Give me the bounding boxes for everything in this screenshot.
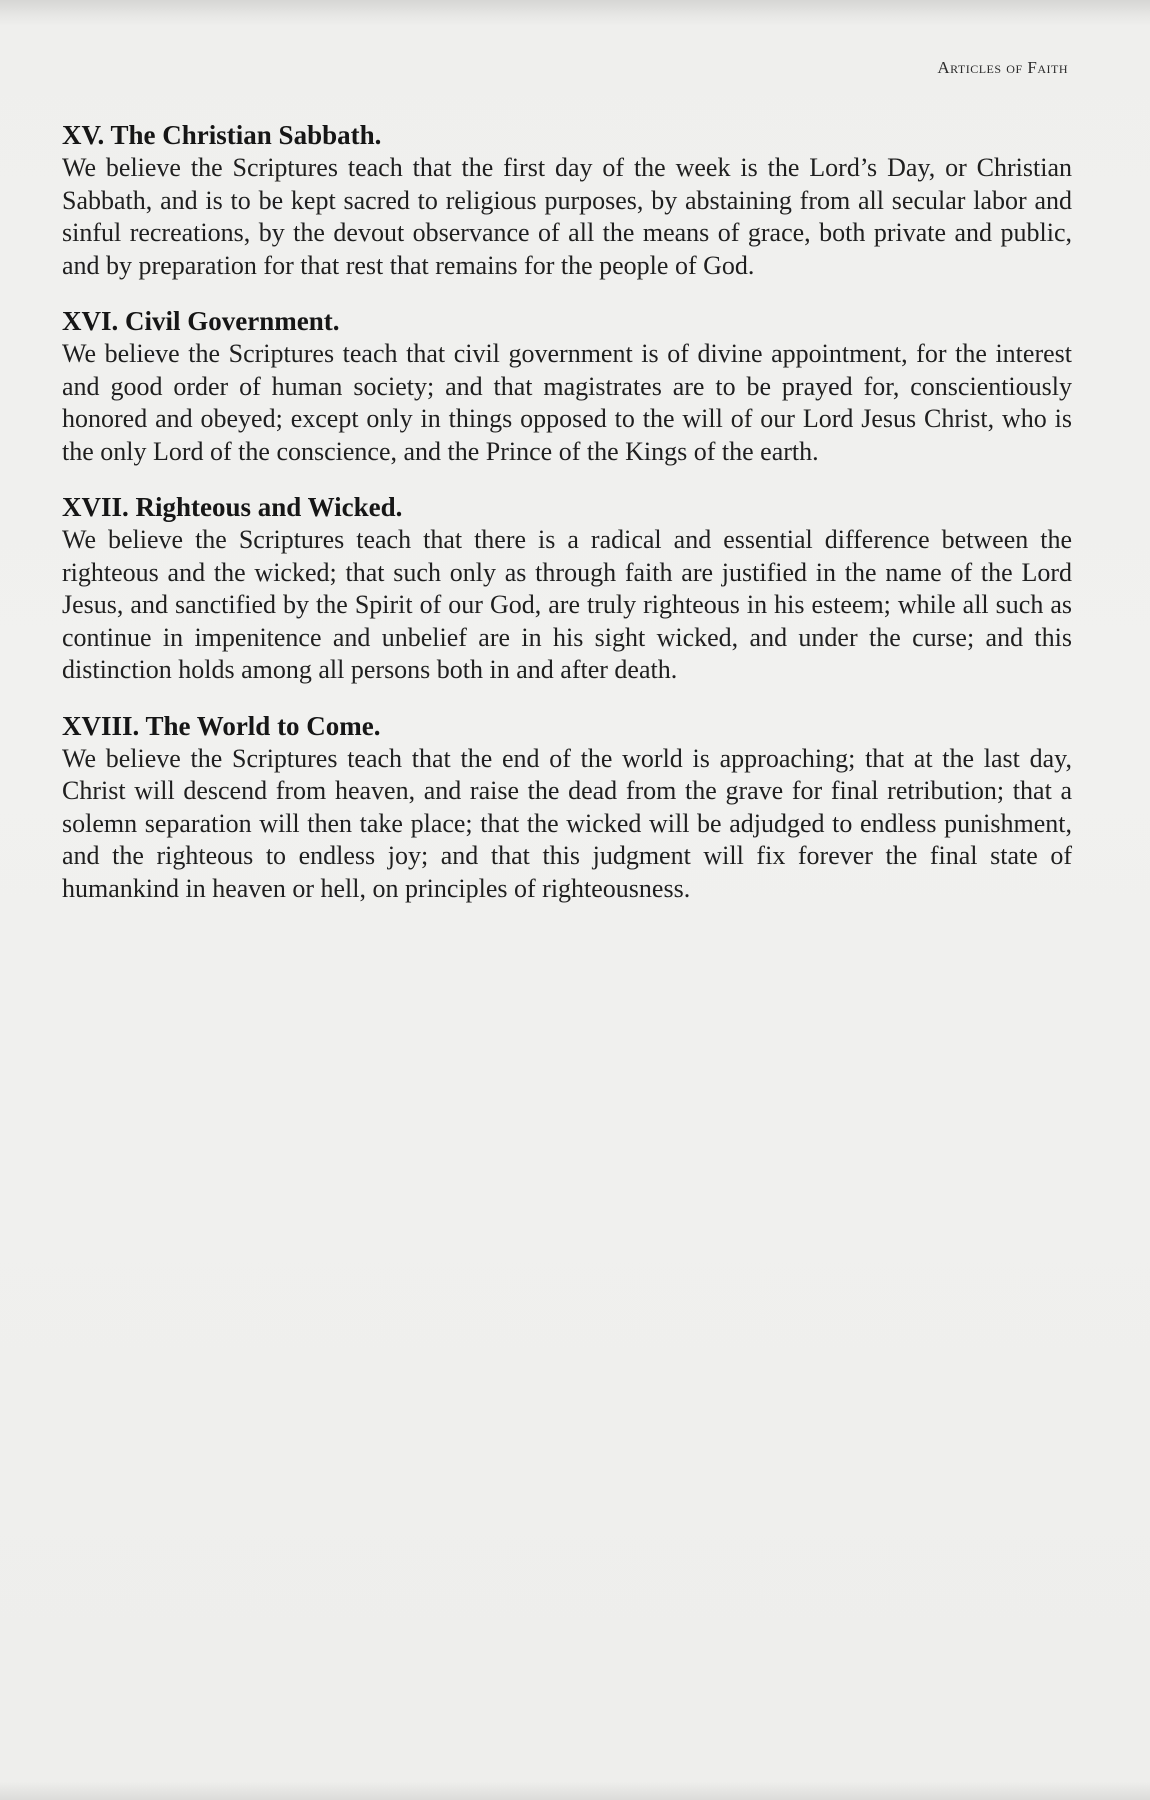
article-heading: XVII. Righteous and Wicked. bbox=[62, 492, 403, 522]
articles-content bbox=[62, 118, 1072, 927]
article-body: We believe the Scriptures teach that the end of the world is approaching; that at the last day, Christ will descend from heaven, and raise the dead from the grave for final retribution; that a solemn separation will then take place; that the wicked will be adjudged to endless punishment, and the righteous to endless joy; and that this judgment will fix forever the final state of humankind in heaven or hell, on principles of righteousness. bbox=[62, 743, 1072, 903]
running-header: Articles of Faith bbox=[937, 58, 1068, 77]
article-section bbox=[62, 709, 1072, 906]
article-heading: XVI. Civil Government. bbox=[62, 306, 340, 336]
article-section bbox=[62, 490, 1072, 687]
page-bottom-edge bbox=[0, 1782, 1150, 1800]
page-top-edge bbox=[0, 0, 1150, 26]
article-body: We believe the Scriptures teach that there is a radical and essential difference between the righteous and the wicked; that such only as through faith are justified in the name of the Lord Jesus, and sanctified by the Spirit of our God, are truly righteous in his esteem; while all such as continue in impenitence and unbelief are in his sight wicked, and under the curse; and this distinction holds among all persons both in and after death. bbox=[62, 525, 1072, 684]
article-heading: XV. The Christian Sabbath. bbox=[62, 120, 382, 150]
article-section bbox=[62, 118, 1072, 282]
article-section bbox=[62, 304, 1072, 468]
article-body: We believe the Scriptures teach that civil government is of divine appointment, for the interest and good order of human society; and that magistrates are to be prayed for, conscientiously honored and obeyed; except only in things opposed to the will of our Lord Jesus Christ, who is the only Lord of the conscience, and the Prince of the Kings of the earth. bbox=[62, 339, 1072, 466]
article-body: We believe the Scriptures teach that the first day of the week is the Lord’s Day, or Christian Sabbath, and is to be kept sacred to religious purposes, by abstaining from all secular labor and sinful recreations, by the devout observance of all the means of grace, both private and public, and by preparation for that rest that remains for the people of God. bbox=[62, 153, 1072, 280]
article-heading: XVIII. The World to Come. bbox=[62, 710, 381, 741]
